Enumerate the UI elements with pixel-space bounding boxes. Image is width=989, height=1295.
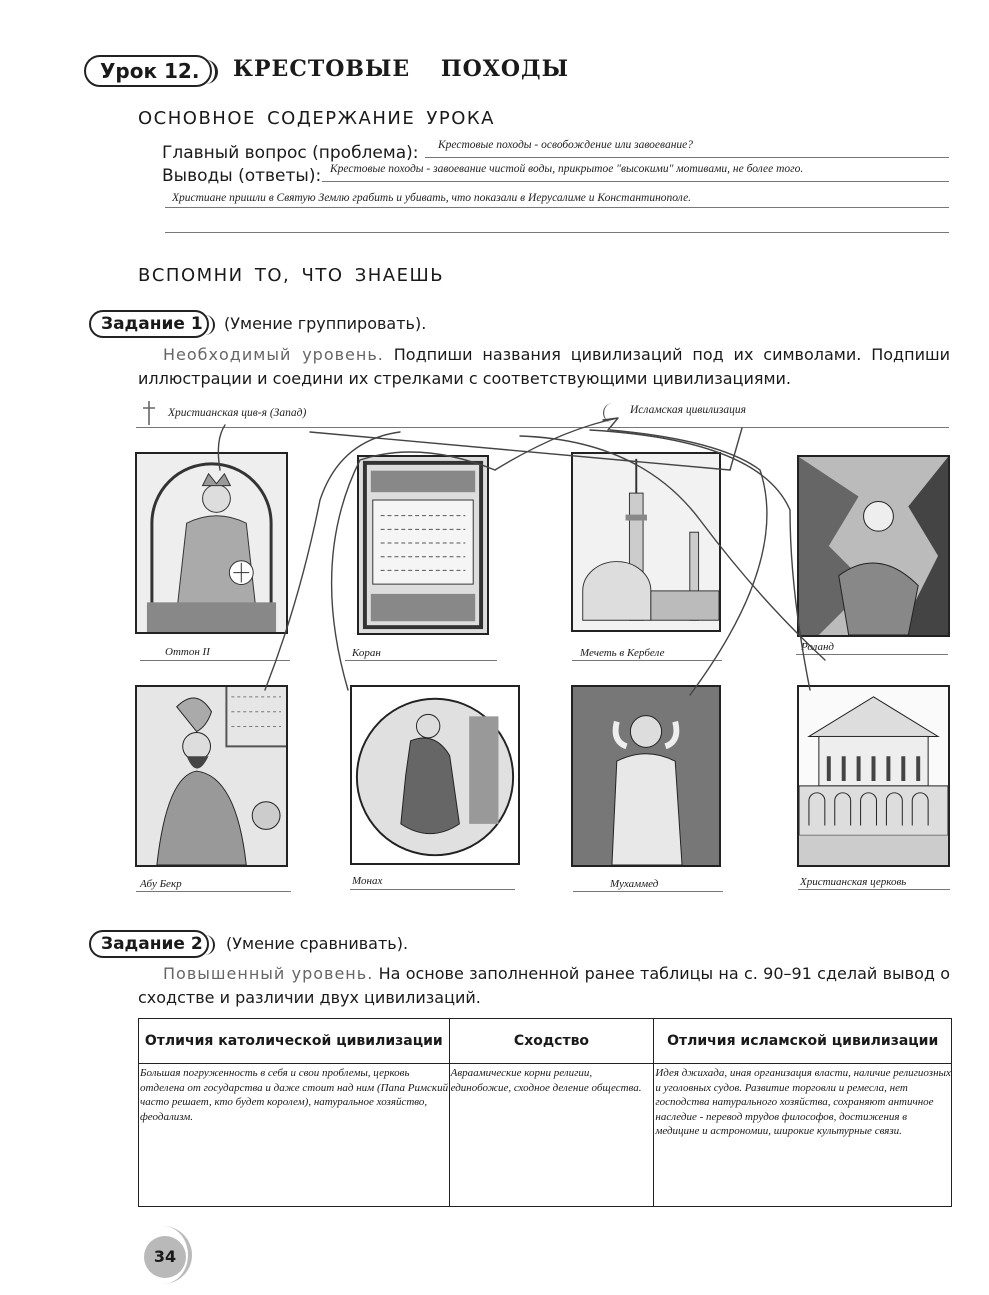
caption-abu-bakr: Абу Бекр bbox=[140, 878, 182, 890]
arrow-roland-west bbox=[590, 430, 810, 690]
lesson-badge: Урок 12. bbox=[84, 55, 212, 87]
task2-skill: (Умение сравнивать). bbox=[226, 934, 409, 953]
table-header-row bbox=[139, 1019, 952, 1064]
caption-roland: Роланд bbox=[801, 641, 834, 653]
arrow-church-west bbox=[520, 436, 825, 660]
arrow-otto-west bbox=[218, 425, 225, 470]
comparison-table bbox=[138, 1018, 952, 1207]
conclusions-label: Выводы (ответы): bbox=[162, 166, 322, 186]
caption-monk: Монах bbox=[352, 875, 383, 887]
task2-text bbox=[138, 962, 950, 1010]
task1-level: Необходимый уровень. bbox=[163, 345, 384, 364]
caption-otto-ii: Оттон II bbox=[165, 646, 210, 658]
task1-badge: Задание 1 bbox=[89, 310, 209, 338]
task2-level: Повышенный уровень. bbox=[163, 964, 374, 983]
caption-koran: Коран bbox=[352, 647, 381, 659]
header-catholic-differences: Отличия католической цивилизации bbox=[139, 1019, 450, 1064]
civ-islam-label: Исламская цивилизация bbox=[630, 404, 746, 416]
header-similarities: Сходство bbox=[449, 1019, 654, 1064]
task1-skill: (Умение группировать). bbox=[224, 314, 427, 333]
question-label: Главный вопрос (проблема): bbox=[162, 143, 419, 163]
arrow-koran-islam bbox=[495, 418, 618, 470]
arrow-monk-west bbox=[332, 452, 495, 690]
task1-instruction: Подпиши названия цивилизаций под их символами. Подпиши иллюстрации и соедини их стрелками с соответствующими цивилизациями. bbox=[138, 345, 951, 388]
task2-instruction: На основе заполненной ранее таблицы на с. 90–91 сделай вывод о сходстве и различии двух цивилизаций. bbox=[138, 964, 950, 1007]
cell-similarities: Авраамические корни религии, единобожие, сходное деление общества. bbox=[449, 1064, 654, 1207]
header-islamic-differences: Отличия исламской цивилизации bbox=[654, 1019, 952, 1064]
civ-west-label: Христианская цив-я (Запад) bbox=[168, 407, 307, 419]
lesson-title: КРЕСТОВЫЕ ПОХОДЫ bbox=[233, 56, 569, 82]
task2-badge: Задание 2 bbox=[89, 930, 209, 958]
table-row bbox=[139, 1064, 952, 1207]
conclusion-line-2: Христиане пришли в Святую Землю грабить и убивать, что показали в Иерусалиме и Константинополе. bbox=[172, 192, 692, 204]
conclusion-line-1: Крестовые походы - завоевание чистой воды, прикрытое "высокими" мотивами, не более того. bbox=[330, 163, 804, 175]
caption-christian-church: Христианская церковь bbox=[800, 876, 907, 888]
question-answer: Крестовые походы - освобождение или завоевание? bbox=[438, 139, 694, 151]
cell-catholic-differences: Большая погруженность в себя и свои проблемы, церковь отделена от государства и даже стоит над ним (Папа Римский часто решает, кто будет королем), натуральное хозяйство, феодализм. bbox=[139, 1064, 450, 1207]
arrow-muhammad-islam bbox=[610, 430, 767, 695]
cell-islamic-differences: Идея джихада, иная организация власти, наличие религиозных и уголовных судов. Развитие торговли и ремесла, нет господства натурального хозяйства, сохраняют античное наследие - перевод трудов философов, достижения в медицине и астрономии, широкие культурные связи. bbox=[654, 1064, 952, 1207]
recall-heading: ВСПОМНИ ТО, ЧТО ЗНАЕШЬ bbox=[138, 265, 445, 286]
arrow-mosque-islam bbox=[730, 428, 742, 470]
page-number: 34 bbox=[144, 1236, 186, 1278]
content-heading: ОСНОВНОЕ СОДЕРЖАНИЕ УРОКА bbox=[138, 108, 495, 129]
caption-muhammad: Мухаммед bbox=[610, 878, 659, 890]
caption-karbala-mosque: Мечеть в Кербеле bbox=[580, 647, 665, 659]
